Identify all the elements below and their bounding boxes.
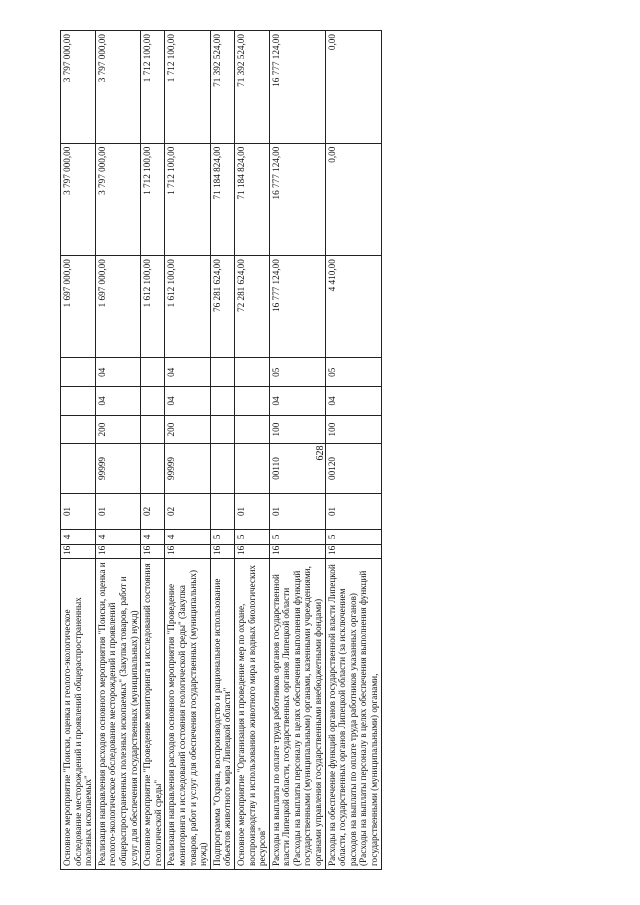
cell-subsection xyxy=(141,358,165,387)
cell-name: Подпрограмма "Охрана, воспроизводство и рациональное использование объектов животного мира Липецкой области" xyxy=(210,558,234,869)
cell-subsection xyxy=(234,358,269,387)
table-body xyxy=(61,31,382,870)
cell-amount-year2: 1 712 100,00 xyxy=(141,143,165,256)
cell-gp-code: 16 xyxy=(325,544,381,558)
cell-pp-code: 4 xyxy=(95,530,140,544)
cell-amount-year2: 0,00 xyxy=(325,143,381,256)
cell-expense-type xyxy=(234,415,269,444)
cell-subsection: 05 xyxy=(269,358,325,387)
cell-section: 04 xyxy=(165,387,210,416)
cell-om-code xyxy=(210,493,234,530)
cell-gp-code: 16 xyxy=(165,544,210,558)
cell-amount-year2: 3 797 000,00 xyxy=(61,143,96,256)
table-row xyxy=(210,31,234,870)
cell-amount-year1: 72 281 624,00 xyxy=(234,256,269,358)
page-number: 628 xyxy=(315,445,326,461)
cell-amount-year3: 0,00 xyxy=(325,31,381,144)
cell-pp-code: 5 xyxy=(234,530,269,544)
cell-amount-year1: 1 612 100,00 xyxy=(141,256,165,358)
cell-section xyxy=(61,387,96,416)
table-row xyxy=(269,31,325,870)
cell-amount-year1: 1 697 000,00 xyxy=(61,256,96,358)
cell-amount-year3: 1 712 100,00 xyxy=(165,31,210,144)
table-row xyxy=(325,31,381,870)
cell-expense-type xyxy=(141,415,165,444)
cell-section: 04 xyxy=(325,387,381,416)
cell-amount-year3: 16 777 124,00 xyxy=(269,31,325,144)
cell-pp-code: 4 xyxy=(165,530,210,544)
cell-section xyxy=(234,387,269,416)
cell-subsection: 04 xyxy=(95,358,140,387)
cell-amount-year2: 3 797 000,00 xyxy=(95,143,140,256)
cell-pp-code: 5 xyxy=(210,530,234,544)
cell-name: Расходы на обеспечение функций органов государственной власти Липецкой области, государственных органов Липецкой области (за исключением расходов на выплаты по оплате труда работников указанных органов) (Расходы на выплаты персоналу в целях обеспечения выполнения функций государственными (муниципальными) органами, xyxy=(325,558,381,869)
cell-amount-year1: 16 777 124,00 xyxy=(269,256,325,358)
cell-subsection xyxy=(61,358,96,387)
cell-gp-code: 16 xyxy=(210,544,234,558)
cell-om-code: 02 xyxy=(141,493,165,530)
cell-om-code: 01 xyxy=(61,493,96,530)
table-row xyxy=(141,31,165,870)
table-row xyxy=(165,31,210,870)
cell-amount-year1: 1 697 000,00 xyxy=(95,256,140,358)
cell-section xyxy=(210,387,234,416)
cell-pp-code: 5 xyxy=(269,530,325,544)
cell-gp-code: 16 xyxy=(141,544,165,558)
cell-gp-code: 16 xyxy=(61,544,96,558)
cell-direction-code: 99999 xyxy=(165,444,210,493)
cell-section: 04 xyxy=(95,387,140,416)
cell-name: Основное мероприятие "Организация и проведение мер по охране, воспроизводству и использованию животного мира и водных биологических ресурсов" xyxy=(234,558,269,869)
cell-expense-type xyxy=(210,415,234,444)
cell-om-code: 02 xyxy=(165,493,210,530)
cell-expense-type: 200 xyxy=(165,415,210,444)
cell-om-code: 01 xyxy=(269,493,325,530)
cell-direction-code xyxy=(210,444,234,493)
cell-amount-year3: 71 392 524,00 xyxy=(234,31,269,144)
cell-amount-year1: 76 281 624,00 xyxy=(210,256,234,358)
cell-amount-year2: 71 184 824,00 xyxy=(210,143,234,256)
cell-expense-type: 100 xyxy=(325,415,381,444)
cell-amount-year1: 4 410,00 xyxy=(325,256,381,358)
cell-amount-year1: 1 612 100,00 xyxy=(165,256,210,358)
cell-amount-year2: 71 184 824,00 xyxy=(234,143,269,256)
cell-amount-year3: 3 797 000,00 xyxy=(95,31,140,144)
cell-om-code: 01 xyxy=(325,493,381,530)
cell-direction-code: 99999 xyxy=(95,444,140,493)
cell-subsection: 05 xyxy=(325,358,381,387)
cell-gp-code: 16 xyxy=(95,544,140,558)
cell-name: Расходы на выплаты по оплате труда работников органов государственной власти Липецкой области, государственных органов Липецкой области (Расходы на выплаты персоналу в целях обеспечения выполнения функций государственными (муниципальными) органами, казенными учреждениями, органами управления государственными внебюджетными фондами) xyxy=(269,558,325,869)
cell-amount-year2: 16 777 124,00 xyxy=(269,143,325,256)
cell-om-code: 01 xyxy=(95,493,140,530)
cell-name: Основное мероприятие "Проведение мониторинга и исследований состояния геологической среды" xyxy=(141,558,165,869)
cell-direction-code xyxy=(61,444,96,493)
cell-gp-code: 16 xyxy=(269,544,325,558)
cell-direction-code xyxy=(234,444,269,493)
cell-gp-code: 16 xyxy=(234,544,269,558)
cell-pp-code: 4 xyxy=(61,530,96,544)
cell-direction-code: 00120 xyxy=(325,444,381,493)
cell-name: Основное мероприятие "Поиски, оценка и геолого-экологическое обследование месторождений и проявлений общераспространенных полезных ископаемых" xyxy=(61,558,96,869)
cell-name: Реализация направления расходов основного мероприятия "Поиски, оценка и геолого-экологическое обследование месторождений и проявлений общераспространенных полезных ископаемых" (Закупка товаров, работ и услуг для обеспечения государственных (муниципальных) нужд) xyxy=(95,558,140,869)
cell-direction-code: 00110 xyxy=(269,444,325,493)
cell-om-code: 01 xyxy=(234,493,269,530)
cell-amount-year3: 71 392 524,00 xyxy=(210,31,234,144)
cell-pp-code: 4 xyxy=(141,530,165,544)
cell-expense-type: 100 xyxy=(269,415,325,444)
cell-section: 04 xyxy=(269,387,325,416)
cell-section xyxy=(141,387,165,416)
cell-amount-year3: 1 712 100,00 xyxy=(141,31,165,144)
cell-subsection xyxy=(210,358,234,387)
cell-pp-code: 5 xyxy=(325,530,381,544)
cell-amount-year3: 3 797 000,00 xyxy=(61,31,96,144)
cell-expense-type xyxy=(61,415,96,444)
table-row xyxy=(95,31,140,870)
cell-direction-code xyxy=(141,444,165,493)
table-row xyxy=(61,31,96,870)
budget-table xyxy=(60,30,382,870)
cell-name: Реализация направления расходов основного мероприятия "Проведение мониторинга и исследований состояния геологической среды" (Закупка товаров, работ и услуг для обеспечения государственных (муниципальных) нужд) xyxy=(165,558,210,869)
table-row xyxy=(234,31,269,870)
rotated-table-container xyxy=(60,30,610,870)
cell-subsection: 04 xyxy=(165,358,210,387)
cell-expense-type: 200 xyxy=(95,415,140,444)
cell-amount-year2: 1 712 100,00 xyxy=(165,143,210,256)
